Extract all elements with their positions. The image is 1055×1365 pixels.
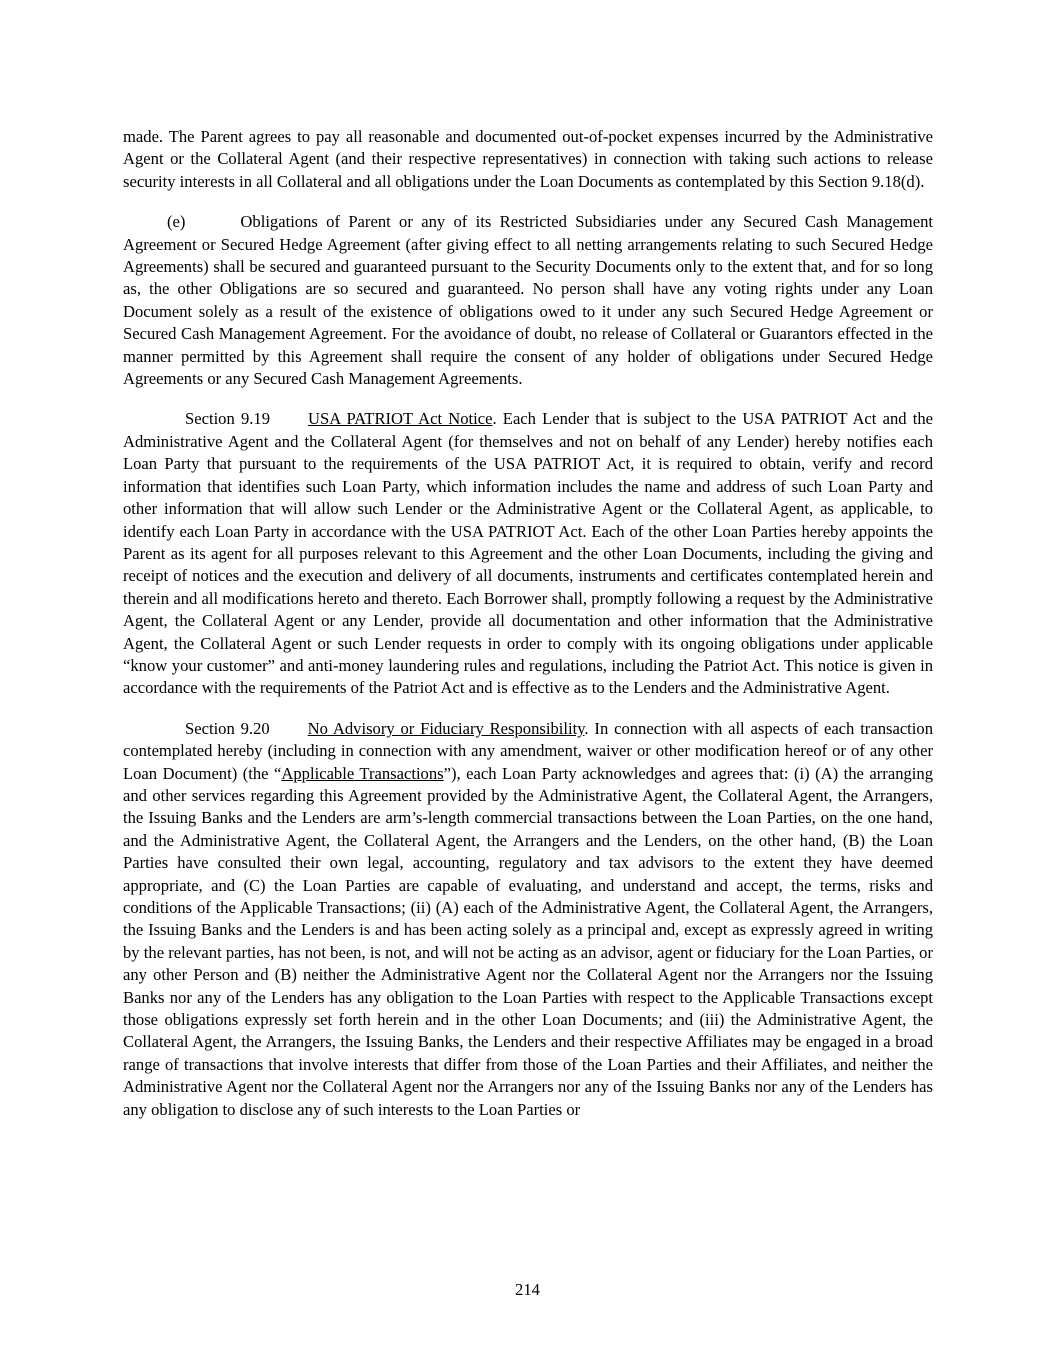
text-segment: . In connection with all aspects of each transaction contemplated hereby (including in connection with any amendment, waiver or other modification hereof or of any other Loan Document) (the “ xyxy=(123,718,933,783)
text-segment: Section 9.20 xyxy=(185,718,270,738)
underlined-term: USA PATRIOT Act Notice xyxy=(308,409,493,429)
text-segment: made. The Parent agrees to pay all reasonable and documented out-of-pocket expenses incurred by the Administrative Agent or the Collateral Agent (and their respective representatives) in connection with taking such actions to release security interests in all Collateral and all obligations under the Loan Documents as contemplated by this Section 9.18(d). xyxy=(123,127,933,191)
text-segment: . Each Lender that is subject to the USA PATRIOT Act and the Administrative Agent and the Collateral Agent (for themselves and not on behalf of any Lender) hereby notifies each Loan Party that pursuant to the requirements of the USA PATRIOT Act, it is required to obtain, verify and record information that identifies such Loan Party, which information includes the name and address of such Loan Party and other information that will allow such Lender or the Administrative Agent or the Collateral Agent, as applicable, to identify each Loan Party in accordance with the USA PATRIOT Act. Each of the other Loan Parties hereby appoints the Parent as its agent for all purposes relevant to this Agreement and the other Loan Documents, including the giving and receipt of notices and the execution and delivery of all documents, instruments and certificates contemplated herein and therein and all modifications hereto and thereto. Each Borrower shall, promptly following a request by the Administrative Agent, the Collateral Agent or any Lender, provide all documentation and other information that the Administrative Agent, the Collateral Agent or such Lender requests in order to comply with its ongoing obligations under applicable “know your customer” and anti-money laundering rules and regulations, including the Patriot Act. This notice is given in accordance with the requirements of the Patriot Act and is effective as to the Lenders and the Administrative Agent. xyxy=(123,409,933,698)
text-segment: Obligations of Parent or any of its Restricted Subsidiaries under any Secured Cash Management Agreement or Secured Hedge Agreement (after giving effect to all netting arrangements relating to such Secured Hedge Agreements) shall be secured and guaranteed pursuant to the Security Documents only to the extent that, and for so long as, the other Obligations are so secured and guaranteed. No person shall have any voting rights under any Loan Document solely as a result of the existence of obligations owed to it under any such Secured Hedge Agreement or Secured Cash Management Agreement. For the avoidance of doubt, no release of Collateral or Guarantors effected in the manner permitted by this Agreement shall require the consent of any holder of obligations under Secured Hedge Agreements or any Secured Cash Management Agreements. xyxy=(123,212,933,389)
text-segment: (e) xyxy=(167,212,186,232)
document-body xyxy=(123,126,933,1121)
tab-space xyxy=(270,733,308,734)
underlined-term: No Advisory or Fiduciary Responsibility xyxy=(307,718,585,738)
text-segment: Section 9.19 xyxy=(185,409,270,429)
paragraph-continuation-9-18d xyxy=(123,126,933,193)
paragraph-section-9-20 xyxy=(123,718,933,1121)
underlined-term: Applicable Transactions xyxy=(281,763,444,783)
paragraph-section-9-19 xyxy=(123,408,933,699)
text-segment: ”), each Loan Party acknowledges and agrees that: (i) (A) the arranging and other services regarding this Agreement provided by the Administrative Agent, the Collateral Agent, the Arrangers, the Issuing Banks and the Lenders are arm’s-length commercial transactions between the Loan Parties, on the one hand, and the Administrative Agent, the Collateral Agent, the Arrangers and the Lenders, on the other hand, (B) the Loan Parties have consulted their own legal, accounting, regulatory and tax advisors to the extent they have deemed appropriate, and (C) the Loan Parties are capable of evaluating, and understand and accept, the terms, risks and conditions of the Applicable Transactions; (ii) (A) each of the Administrative Agent, the Collateral Agent, the Arrangers, the Issuing Banks and the Lenders is and has been acting solely as a principal and, except as expressly agreed in writing by the relevant parties, has not been, is not, and will not be acting as an advisor, agent or fiduciary for the Loan Parties, or any other Person and (B) neither the Administrative Agent nor the Collateral Agent nor the Arrangers nor the Issuing Banks nor any of the Lenders has any obligation to the Loan Parties with respect to the Applicable Transactions except those obligations expressly set forth herein and in the other Loan Documents; and (iii) the Administrative Agent, the Collateral Agent, the Arrangers, the Issuing Banks, the Lenders and their respective Affiliates may be engaged in a broad range of transactions that involve interests that differ from those of the Loan Parties and their Affiliates, and neither the Administrative Agent nor the Collateral Agent nor the Arrangers nor any of the Issuing Banks nor any of the Lenders has any obligation to disclose any of such interests to the Loan Parties or xyxy=(123,763,933,1119)
page-number: 214 xyxy=(515,1280,540,1299)
tab-space xyxy=(185,226,240,227)
tab-space xyxy=(270,423,308,424)
paragraph-clause-e xyxy=(123,211,933,390)
